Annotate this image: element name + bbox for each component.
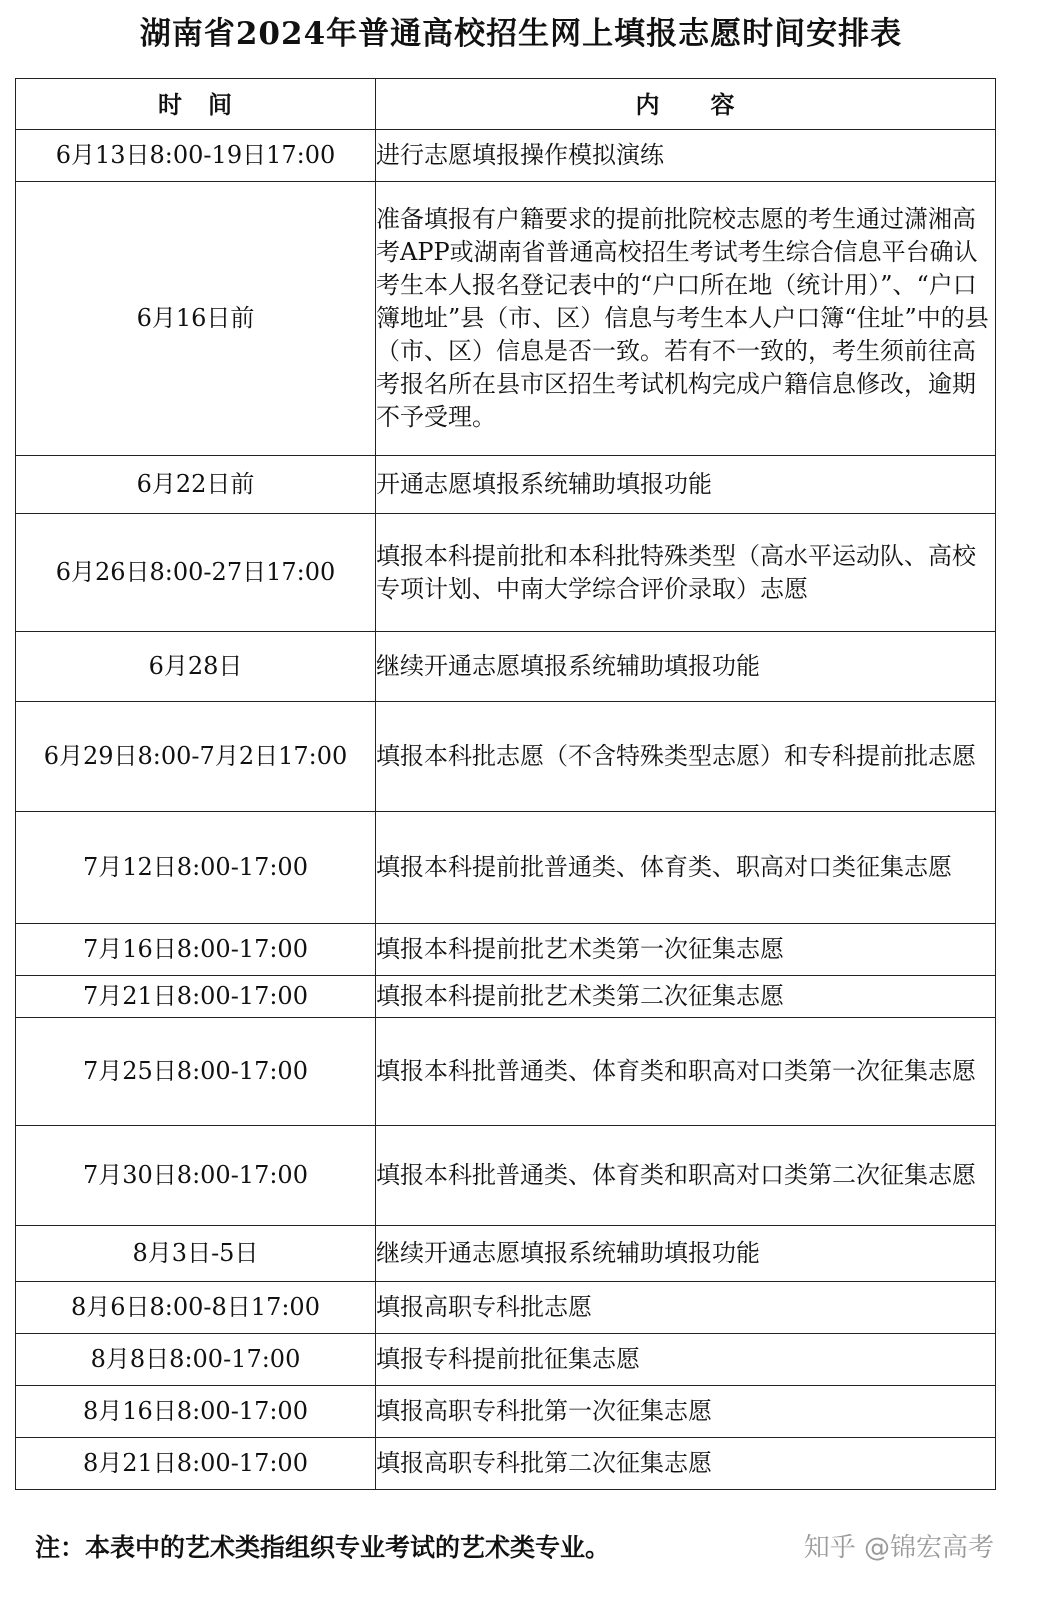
row-content: 填报本科批志愿（不含特殊类型志愿）和专科提前批志愿 — [376, 702, 996, 812]
row-time: 8月3日-5日 — [16, 1226, 376, 1282]
row-content: 填报高职专科批志愿 — [376, 1282, 996, 1334]
row-time: 7月21日8:00-17:00 — [16, 976, 376, 1018]
table-row — [16, 1282, 996, 1334]
table-row — [16, 632, 996, 702]
table-row — [16, 130, 996, 182]
row-time: 7月25日8:00-17:00 — [16, 1018, 376, 1126]
watermark: 知乎 @锦宏高考 — [803, 1533, 994, 1563]
table-row — [16, 456, 996, 514]
table-row — [16, 924, 996, 976]
row-content: 填报本科批普通类、体育类和职高对口类第二次征集志愿 — [376, 1126, 996, 1226]
footnote: 注：本表中的艺术类指组织专业考试的艺术类专业。 — [35, 1533, 611, 1562]
row-content: 继续开通志愿填报系统辅助填报功能 — [376, 1226, 996, 1282]
table-row — [16, 1226, 996, 1282]
row-content: 准备填报有户籍要求的提前批院校志愿的考生通过潇湘高考APP或湖南省普通高校招生考试考生综合信息平台确认考生本人报名登记表中的“户口所在地（统计用）”、“户口簿地址”县（市、区）信息与考生本人户口簿“住址”中的县（市、区）信息是否一致。若有不一致的，考生须前往高考报名所在县市区招生考试机构完成户籍信息修改，逾期不予受理。 — [376, 182, 996, 456]
row-time: 8月6日8:00-8日17:00 — [16, 1282, 376, 1334]
row-time: 6月16日前 — [16, 182, 376, 456]
row-time: 6月13日8:00-19日17:00 — [16, 130, 376, 182]
table-row — [16, 812, 996, 924]
table-header-row — [16, 79, 996, 130]
row-content: 填报本科提前批普通类、体育类、职高对口类征集志愿 — [376, 812, 996, 924]
row-time: 6月26日8:00-27日17:00 — [16, 514, 376, 632]
table-row — [16, 182, 996, 456]
row-time: 6月22日前 — [16, 456, 376, 514]
document-title: 湖南省2024年普通高校招生网上填报志愿时间安排表 — [139, 16, 903, 52]
table-row — [16, 514, 996, 632]
row-time: 8月8日8:00-17:00 — [16, 1334, 376, 1386]
table-row — [16, 976, 996, 1018]
row-time: 8月16日8:00-17:00 — [16, 1386, 376, 1438]
table-row — [16, 1386, 996, 1438]
row-content: 填报专科提前批征集志愿 — [376, 1334, 996, 1386]
table-row — [16, 702, 996, 812]
table-row — [16, 1438, 996, 1490]
table-row — [16, 1126, 996, 1226]
row-time: 7月30日8:00-17:00 — [16, 1126, 376, 1226]
row-time: 7月12日8:00-17:00 — [16, 812, 376, 924]
table-row — [16, 1018, 996, 1126]
header-time: 时 间 — [16, 79, 376, 130]
row-content: 填报高职专科批第一次征集志愿 — [376, 1386, 996, 1438]
row-content: 开通志愿填报系统辅助填报功能 — [376, 456, 996, 514]
row-content: 进行志愿填报操作模拟演练 — [376, 130, 996, 182]
row-content: 填报本科提前批艺术类第二次征集志愿 — [376, 976, 996, 1018]
row-time: 7月16日8:00-17:00 — [16, 924, 376, 976]
row-content: 继续开通志愿填报系统辅助填报功能 — [376, 632, 996, 702]
row-content: 填报本科批普通类、体育类和职高对口类第一次征集志愿 — [376, 1018, 996, 1126]
row-time: 6月29日8:00-7月2日17:00 — [16, 702, 376, 812]
row-time: 8月21日8:00-17:00 — [16, 1438, 376, 1490]
row-time: 6月28日 — [16, 632, 376, 702]
row-content: 填报本科提前批和本科批特殊类型（高水平运动队、高校专项计划、中南大学综合评价录取）志愿 — [376, 514, 996, 632]
schedule-table — [15, 78, 996, 1490]
row-content: 填报高职专科批第二次征集志愿 — [376, 1438, 996, 1490]
row-content: 填报本科提前批艺术类第一次征集志愿 — [376, 924, 996, 976]
table-row — [16, 1334, 996, 1386]
header-content: 内 容 — [376, 79, 996, 130]
